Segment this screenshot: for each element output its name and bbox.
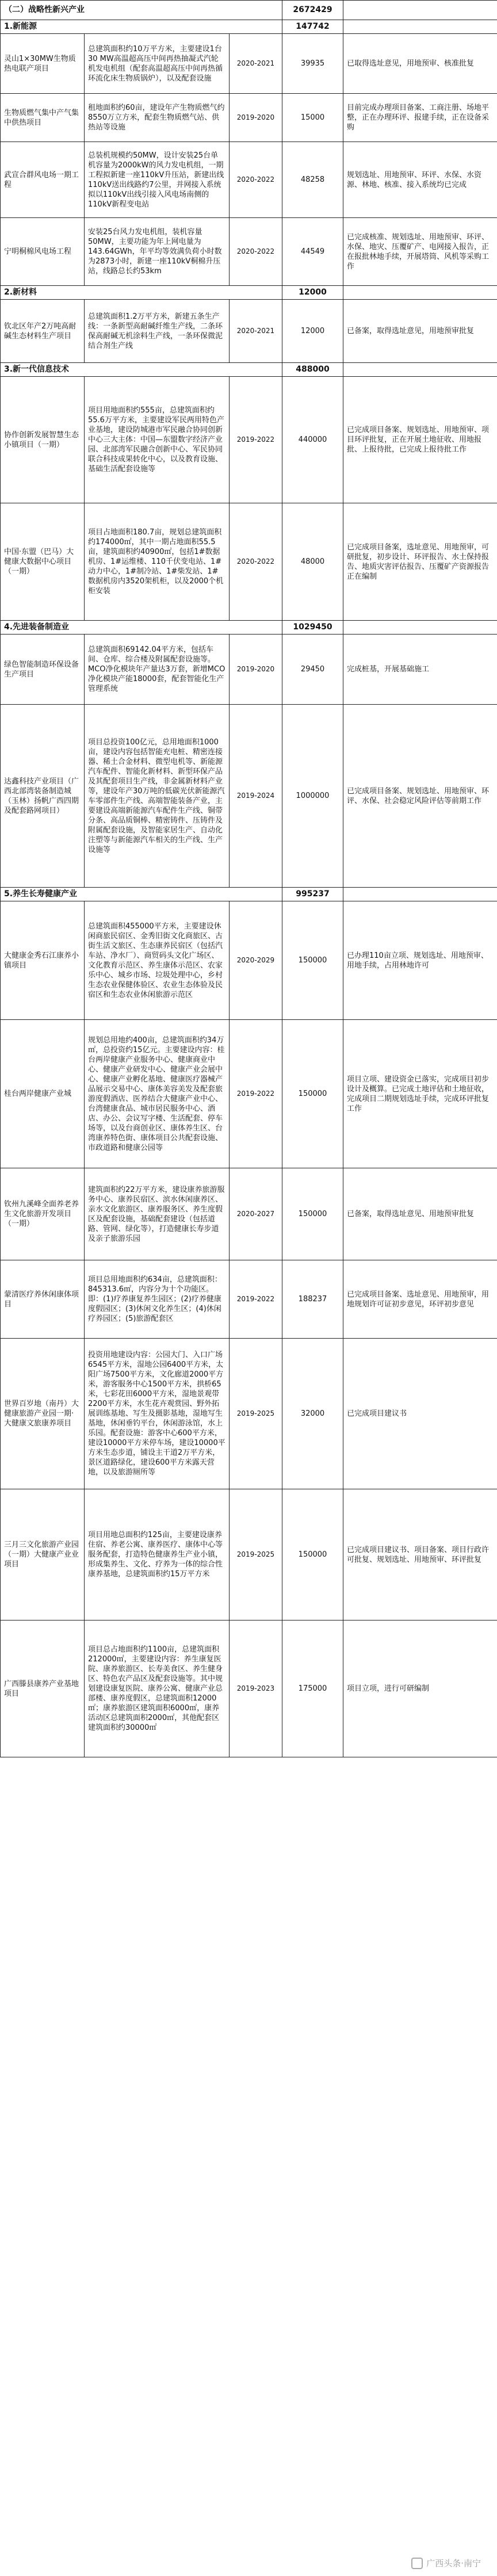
group-total: 147742 — [282, 20, 343, 34]
project-amount: 12000 — [282, 300, 343, 363]
project-content: 项目总投资100亿元，总用地面积1000亩，建设内容包括智能充电桩、精密连接器、稀土合金材料、微型电机等、新能源汽车配件、智能化新材料、新型环保产品及其配套项目生产线，非金属新材料产业等，建设年产30万吨的低碳光伏新能源汽车零部件生产线、高端智能装备产业，主要建设高端新能源汽车配件生产线、铜带分条、高品质铜棒、精密铸件、压铸件及附属配套设施，及智能家居生产、自动化注塑等与新能源汽车相关的生产线、生产设施等 — [85, 705, 230, 888]
project-progress: 已备案，取得选址意见、用地预审批复 — [343, 1168, 497, 1260]
project-period: 2019-2022 — [230, 1260, 282, 1339]
project-progress: 已完成项目建议书、项目备案、项目行政许可批复、规划选址、用地预审、环评批复 — [343, 1489, 497, 1620]
project-amount: 150000 — [282, 1489, 343, 1620]
project-period: 2019-2024 — [230, 705, 282, 888]
project-content: 安装25台风力发电机组，装机容量50MW，主要功能为年上网电量为143.64GWh，年平均等效满负荷小时数为2873小时，新建一座110kV桐棉升压站，线路总长约53km — [85, 218, 230, 286]
project-progress: 已备案，取得选址意见，用地预审批复 — [343, 300, 497, 363]
table-row — [1, 1260, 497, 1339]
project-content: 投资用地建设内容：公园大门、入口广场6545平方米，湿地公园6400平方米，太阳广场7500平方米，文化廊道2000平方米，游客服务中心1500平方米，拱桥65米，七彩花田6000平方米，湿地景观带2200平方米，水生花卉观赏园、野外拓展训练基地、写生及摄影基地，湿地写生基地，休闲垂钓平台，休闲游泳馆，水上乐园。配套设施：游客中心600平方米，建设10000平方米停车场，建设10000平方米生态步道，铺设主干道2万平方米，景区道路绿化，建设600平方米露天营地，以及旅游厕所等 — [85, 1339, 230, 1489]
project-name: 灵山1×30MW生物质热电联产项目 — [1, 34, 85, 94]
group-header-row — [1, 888, 497, 901]
project-content: 建筑面积约22万平方米，建设康养旅游服务中心、康养民宿区、滨水休闲康养区、亲水文化旅游区、康养服务区、养生度假区及配套设施，基础配套建设（包括道路、管网、绿化等），打造健康长寿步道及亲子旅游乐园 — [85, 1168, 230, 1260]
table-row — [1, 1620, 497, 1757]
project-name: 达鑫科技产业项目（广西北部湾装备制造城（玉林）扬帆广西四期及配套路网项目） — [1, 705, 85, 888]
project-progress: 规划选址、用地预审、环评、水保、水资源、林地、核准、接入系统均已完成 — [343, 142, 497, 218]
project-period: 2019-2020 — [230, 635, 282, 705]
project-name: 宁明桐棉风电场工程 — [1, 218, 85, 286]
project-amount: 32000 — [282, 1339, 343, 1489]
table-row — [1, 300, 497, 363]
project-name: 协作创新发展智慧生态小镇项目（一期） — [1, 377, 85, 503]
table-row — [1, 218, 497, 286]
section-header-row — [1, 1, 497, 20]
group-total: 1029450 — [282, 621, 343, 635]
group-header-row — [1, 20, 497, 34]
project-content: 租地面积约60亩，建设年产生物质燃气约8550万立方米，配套生物质燃气站、供热站等设施 — [85, 94, 230, 142]
project-amount: 150000 — [282, 1168, 343, 1260]
project-amount: 150000 — [282, 901, 343, 1020]
project-amount: 440000 — [282, 377, 343, 503]
project-content: 项目用地面积约555亩，总建筑面积约55.6万平方米，主要建设军民两用特色产业基地，建设防城港市军民融合协同创新中心三大主体：中国—东盟数字经济产业园、北部湾军民融合创新中心、军民协同联合科技成果转化中心，以及教育设施、基础生活配套设施等 — [85, 377, 230, 503]
project-amount: 1000000 — [282, 705, 343, 888]
table-row — [1, 635, 497, 705]
project-name: 广西滕县康养产业基地项目 — [1, 1620, 85, 1757]
project-amount: 39935 — [282, 34, 343, 94]
project-period: 2019-2022 — [230, 1020, 282, 1168]
project-content: 总装机规模约50MW，设计安装25台单机容量为2000kW的风力发电机组，一期工程拟新建一座110kV升压站，新建出线110kV送出线路约7公里，并网接入系统拟以110kV出线引接入风电场南侧的110kV新程变电站 — [85, 142, 230, 218]
project-name: 中国·东盟（巴马）大健康大数据中心项目（一期） — [1, 503, 85, 621]
project-content: 项目总占地面积约1100亩，总建筑面积212000㎡，主要建设内容：养生康复医院、康养旅游区、长寿美食区、养生健身区、特色农产品区及配套设施等。其中规划建设康复医院、康养公寓、健康产业总部楼、康养度假区，总建筑面积12000㎡；康养旅游区建筑面积6000㎡，康养活动区总建筑面积2000㎡，其他配套区建筑面积约30000㎡ — [85, 1620, 230, 1757]
project-name: 桂台两岸健康产业城 — [1, 1020, 85, 1168]
project-content: 总建筑面积69142.04平方米，包括车间、仓库、综合楼及附属配套设施等。MCO净化模块年产量达3万套，新增MCO净化模块产能18000套，配套智能化生产管理系统 — [85, 635, 230, 705]
project-progress: 已完成项目备案、规划选址、用地预审、项目环评批复，正在开展土地征收、用地报批、上报待批，已完成上报待批工作 — [343, 377, 497, 503]
project-progress: 已完成核准、规划选址、用地预审、环评、水保、地灾、压覆矿产、电网接入报告，正在报批林地手续，开展塔筒、风机等采购工作 — [343, 218, 497, 286]
project-period: 2020-2021 — [230, 300, 282, 363]
project-name: 绿色智能制造环保设备生产项目 — [1, 635, 85, 705]
project-amount: 150000 — [282, 1020, 343, 1168]
group-header-row — [1, 621, 497, 635]
project-amount: 175000 — [282, 1620, 343, 1757]
group-total: 12000 — [282, 286, 343, 300]
table-row — [1, 1339, 497, 1489]
project-name: 三月三文化旅游产业园（一期）大健康产业业项目 — [1, 1489, 85, 1620]
group-title: 5.养生长寿健康产业 — [1, 888, 282, 901]
table-row — [1, 705, 497, 888]
project-period: 2020-2022 — [230, 142, 282, 218]
project-content: 规划总用地约400亩，总建筑面积约34万㎡，总投资约15亿元。主要建设内容：桂台两岸健康产业服务中心、健康商业中心、健康产业研发中心、健康产业会展中心、健康产业孵化基地、健康医疗器械产品展示交易中心、康体美容美发及配套旅游度假酒店、医养结合大健康产业中心、台湾健康食品、城市居民服务中心、酒店、办公、会议写字楼、生活配套、停车场等，以及台商创业区、康体养生区、台湾康养特色街、康体项目公共配套设施、市政道路和健康公园等 — [85, 1020, 230, 1168]
project-period: 2019-2023 — [230, 1620, 282, 1757]
project-period: 2019-2022 — [230, 377, 282, 503]
group-header-row — [1, 363, 497, 377]
project-amount: 48258 — [282, 142, 343, 218]
project-name: 生物质燃气集中产气集中供热项目 — [1, 94, 85, 142]
project-progress: 项目立项、建设资金已落实，完成项目初步设计及概算。已完成土地评估和土地征收，完成项目二期规划选址手续，完成环评批复工作 — [343, 1020, 497, 1168]
project-name: 大健康金秀石江康养小镇项目 — [1, 901, 85, 1020]
project-progress: 已取得选址意见，用地预审、核准批复 — [343, 34, 497, 94]
project-progress: 完成桩基，开展基础施工 — [343, 635, 497, 705]
logo-icon — [411, 2558, 423, 2569]
group-title: 2.新材料 — [1, 286, 282, 300]
group-header-row — [1, 286, 497, 300]
project-name: 武宣合群风电场一期工程 — [1, 142, 85, 218]
project-amount: 44549 — [282, 218, 343, 286]
project-amount: 48000 — [282, 503, 343, 621]
project-progress: 已完成项目备案，选址意见、用地预审，可研批复，初步设计、环评报告、水土保持报告、地质灾害评估报告、压覆矿产资源报告正在编制 — [343, 503, 497, 621]
table-row — [1, 901, 497, 1020]
project-period: 2020-2022 — [230, 503, 282, 621]
project-amount: 188237 — [282, 1260, 343, 1339]
table-row — [1, 142, 497, 218]
table-row — [1, 503, 497, 621]
section-title: （二）战略性新兴产业 — [1, 1, 282, 20]
project-content: 项目占地面积180.7亩，规划总建筑面积约174000㎡，其中一期占地面积55.5亩，建筑面积约40900㎡，包括1#数据机房、1#运维楼、110千伏变电站、1#动力中心，1#制冷站、1#柴发站、1#数据机房内3520架机柜，以及2000个机柜安装 — [85, 503, 230, 621]
table-row — [1, 1020, 497, 1168]
project-name: 世界百岁地（南丹）大健康旅游产业园一期·大健康文旅康养项目 — [1, 1339, 85, 1489]
project-period: 2019-2020 — [230, 94, 282, 142]
project-progress: 目前完成办理项目备案、工商注册、场地平整，正在办理环评、报建手续，正在设备采购 — [343, 94, 497, 142]
project-content: 总建筑面积455000平方米，主要建设休闲商旅民宿区、金秀旧街文化商旅区、古街生活文旅区、生态康养民宿区（包括汽车站、净水厂）、商贸码头文化广场区、文化教育示范区、养生康体示范区、农家乐中心、城乡市场、垃圾处理中心，乡村生态农业保健体验区、农业生态体验及民宿区和生态农业休闲旅游示范区 — [85, 901, 230, 1020]
group-total: 995237 — [282, 888, 343, 901]
project-period: 2020-2029 — [230, 901, 282, 1020]
table-row — [1, 34, 497, 94]
table-row — [1, 1168, 497, 1260]
project-progress: 已完成项目建议书 — [343, 1339, 497, 1489]
table-row — [1, 1489, 497, 1620]
group-title: 1.新能源 — [1, 20, 282, 34]
table-row — [1, 94, 497, 142]
project-period: 2020-2022 — [230, 218, 282, 286]
project-amount: 29450 — [282, 635, 343, 705]
project-progress: 已完成项目备案、选址意见、用地预审，用地规划许可证初步意见，环评初步意见 — [343, 1260, 497, 1339]
project-content: 总建筑面积1.2万平方米，新建五条生产线：一条新型高耐碱纤维生产线，二条环保高耐碱无机涂料生产线，一条环保微泥结合剂生产线 — [85, 300, 230, 363]
project-progress: 已完成项目备案、规划选址、用地预审、环评、水保、社会稳定风险评估等前期工作 — [343, 705, 497, 888]
project-content: 总建筑面积约10万平方米，主要建设1台30 MW高温超高压中间再热抽凝式汽轮机发电机组（配套高温超高压中间再热循环流化床生物质锅炉），以及配套设施 — [85, 34, 230, 94]
project-name: 蒙清医疗养休闲康体项目 — [1, 1260, 85, 1339]
watermark — [411, 2557, 481, 2569]
project-period: 2020-2027 — [230, 1168, 282, 1260]
group-title: 3.新一代信息技术 — [1, 363, 282, 377]
group-total: 488000 — [282, 363, 343, 377]
group-title: 4.先进装备制造业 — [1, 621, 282, 635]
table-row — [1, 377, 497, 503]
project-period: 2019-2025 — [230, 1339, 282, 1489]
watermark-text: 广西头条·南宁 — [426, 2558, 481, 2569]
project-period: 2020-2021 — [230, 34, 282, 94]
project-name: 钦州九溪峰全面养老养生文化旅游开发项目（一期） — [1, 1168, 85, 1260]
project-content: 项目总用地面积约634亩，总建筑面积：845313.6㎡，内容分为十个功能区。即：(1)疗养康复养生园区；(2)疗养健康度假园区；(3)休闲文化养生区；(4)休闲疗养园区；(5)旅游配套区 — [85, 1260, 230, 1339]
project-progress: 已办理110亩立项、规划选址、用地预审、用地手续，占用林地许可 — [343, 901, 497, 1020]
project-amount: 15000 — [282, 94, 343, 142]
project-progress: 项目立项，进行可研编制 — [343, 1620, 497, 1757]
project-name: 钦北区年产2万吨高耐碱生态材料生产项目 — [1, 300, 85, 363]
section-total: 2672429 — [282, 1, 343, 20]
project-period: 2019-2025 — [230, 1489, 282, 1620]
project-content: 项目用地总面积约125亩，主要建设康养住宿、养老公寓、康养医疗、康体中心等服务配套，打造特色健康养生产业小镇，形成集养生、文化、疗养为一体的综合性康养基地，总建筑面积约15万平方米 — [85, 1489, 230, 1620]
